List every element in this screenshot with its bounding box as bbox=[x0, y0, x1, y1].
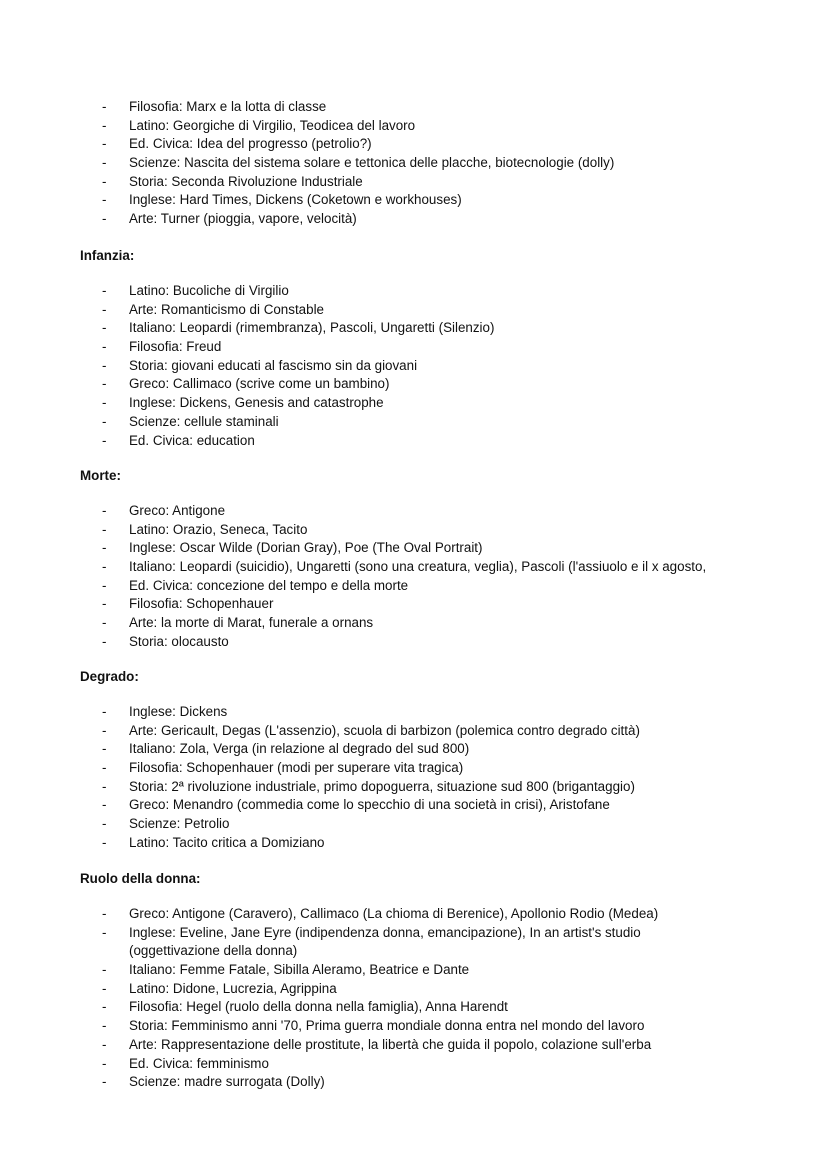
list-item-text: Greco: Antigone bbox=[129, 503, 226, 518]
bullet-dash: - bbox=[102, 559, 107, 575]
bullet-dash: - bbox=[102, 395, 107, 411]
list-item-text: Scienze: Nascita del sistema solare e tettonica delle placche, biotecnologie (dolly) bbox=[129, 155, 615, 171]
bullet-dash: - bbox=[102, 999, 107, 1015]
section-heading-degrado: Degrado: bbox=[80, 669, 139, 684]
bullet-dash: - bbox=[102, 339, 107, 355]
list-item-text: Storia: giovani educati al fascismo sin da giovani bbox=[129, 357, 418, 373]
bullet-dash: - bbox=[102, 834, 107, 850]
list-item-text: Latino: Tacito critica a Domiziano bbox=[129, 834, 325, 850]
bullet-dash: - bbox=[102, 320, 107, 336]
list-item-text: Greco: Antigone (Caravero), Callimaco (La chioma di Berenice), Apollonio Rodio (Medea) bbox=[129, 906, 659, 921]
bullet-dash: - bbox=[102, 615, 107, 631]
bullet-dash: - bbox=[102, 778, 107, 794]
bullet-dash: - bbox=[102, 117, 107, 133]
bullet-dash: - bbox=[102, 503, 107, 518]
bullet-dash: - bbox=[102, 722, 107, 738]
list-item-text: Filosofia: Schopenhauer bbox=[129, 596, 274, 612]
bullet-dash: - bbox=[102, 797, 107, 813]
list-item-text: Scienze: Petrolio bbox=[129, 816, 230, 832]
bullet-dash: - bbox=[102, 962, 107, 978]
list-item-text: Italiano: Femme Fatale, Sibilla Aleramo, Beatrice e Dante bbox=[129, 962, 470, 978]
bullet-dash: - bbox=[102, 413, 107, 429]
bullet-dash: - bbox=[102, 136, 107, 152]
list-item-text: Arte: Rappresentazione delle prostitute, la libertà che guida il popolo, colazione sull'erba bbox=[129, 1036, 652, 1052]
list-item-text: Filosofia: Schopenhauer (modi per superare vita tragica) bbox=[129, 760, 464, 776]
list-item-text: Arte: la morte di Marat, funerale a ornans bbox=[129, 615, 374, 631]
section-heading-ruolo-della-donna: Ruolo della donna: bbox=[80, 871, 201, 886]
bullet-dash: - bbox=[102, 741, 107, 757]
bullet-dash: - bbox=[102, 521, 107, 537]
bullet-dash: - bbox=[102, 1055, 107, 1071]
list-item-text: Latino: Orazio, Seneca, Tacito bbox=[129, 521, 308, 537]
list-item-text: Storia: 2ª rivoluzione industriale, primo dopoguerra, situazione sud 800 (brigantaggio) bbox=[129, 778, 635, 794]
list-item-text: Filosofia: Hegel (ruolo della donna nella famiglia), Anna Harendt bbox=[129, 999, 508, 1015]
bullet-dash: - bbox=[102, 301, 107, 317]
bullet-dash: - bbox=[102, 980, 107, 996]
bullet-dash: - bbox=[102, 192, 107, 208]
list-item-text: Latino: Didone, Lucrezia, Agrippina bbox=[129, 980, 337, 996]
bullet-dash: - bbox=[102, 376, 107, 392]
bullet-dash: - bbox=[102, 540, 107, 556]
bullet-dash: - bbox=[102, 704, 107, 719]
bullet-dash: - bbox=[102, 357, 107, 373]
bullet-dash: - bbox=[102, 1074, 107, 1090]
list-item-text: Greco: Menandro (commedia come lo specchio di una società in crisi), Aristofane bbox=[129, 797, 610, 813]
list-item-text: Ed. Civica: femminismo bbox=[129, 1055, 269, 1071]
bullet-dash: - bbox=[102, 760, 107, 776]
list-item-text: Inglese: Hard Times, Dickens (Coketown e workhouses) bbox=[129, 192, 462, 208]
list-item-text: Storia: Seconda Rivoluzione Industriale bbox=[129, 173, 363, 189]
bullet-dash: - bbox=[102, 1036, 107, 1052]
bullet-dash: - bbox=[102, 596, 107, 612]
list-item-text: Inglese: Dickens bbox=[129, 704, 228, 719]
list-item-text: Ed. Civica: education bbox=[129, 432, 255, 448]
bullet-dash: - bbox=[102, 155, 107, 171]
list-item-text: Scienze: madre surrogata (Dolly) bbox=[129, 1074, 325, 1090]
list-item-text: Filosofia: Marx e la lotta di classe bbox=[129, 99, 327, 114]
bullet-dash: - bbox=[102, 924, 107, 940]
section-heading-morte: Morte: bbox=[80, 468, 121, 483]
bullet-dash: - bbox=[102, 633, 107, 649]
list-item-text: Arte: Turner (pioggia, vapore, velocità) bbox=[129, 211, 357, 227]
list-item-text: Latino: Georgiche di Virgilio, Teodicea del lavoro bbox=[129, 117, 416, 133]
list-item-text: Inglese: Eveline, Jane Eyre (indipendenza donna, emancipazione), In an artist's studio (oggettivazione della donna) bbox=[129, 924, 641, 959]
list-item-text: Italiano: Leopardi (rimembranza), Pascoli, Ungaretti (Silenzio) bbox=[129, 320, 495, 336]
list-item-text: Latino: Bucoliche di Virgilio bbox=[129, 283, 289, 298]
list-item-text: Arte: Romanticismo di Constable bbox=[129, 301, 324, 317]
bullet-dash: - bbox=[102, 906, 107, 921]
list-item-text: Arte: Gericault, Degas (L'assenzio), scuola di barbizon (polemica contro degrado città) bbox=[129, 722, 640, 738]
bullet-dash: - bbox=[102, 432, 107, 448]
bullet-dash: - bbox=[102, 577, 107, 593]
list-item-text: Inglese: Oscar Wilde (Dorian Gray), Poe (The Oval Portrait) bbox=[129, 540, 483, 556]
section-heading-infanzia: Infanzia: bbox=[80, 248, 135, 263]
bullet-dash: - bbox=[102, 1018, 107, 1034]
list-item-text: Storia: Femminismo anni '70, Prima guerra mondiale donna entra nel mondo del lavoro bbox=[129, 1018, 645, 1034]
bullet-dash: - bbox=[102, 211, 107, 227]
list-item-text: Italiano: Zola, Verga (in relazione al degrado del sud 800) bbox=[129, 741, 470, 757]
list-item-text: Italiano: Leopardi (suicidio), Ungaretti (sono una creatura, veglia), Pascoli (l'assiuolo e il x agosto, bbox=[129, 559, 707, 575]
list-item-text: Ed. Civica: Idea del progresso (petrolio?) bbox=[129, 136, 372, 152]
bullet-dash: - bbox=[102, 99, 107, 114]
list-item-text: Greco: Callimaco (scrive come un bambino) bbox=[129, 376, 390, 392]
bullet-dash: - bbox=[102, 816, 107, 832]
list-item-text: Scienze: cellule staminali bbox=[129, 413, 279, 429]
bullet-dash: - bbox=[102, 173, 107, 189]
bullet-dash: - bbox=[102, 283, 107, 298]
list-item-text: Ed. Civica: concezione del tempo e della morte bbox=[129, 577, 409, 593]
list-item-text: Filosofia: Freud bbox=[129, 339, 222, 355]
list-item-text: Storia: olocausto bbox=[129, 633, 229, 649]
list-item-text: Inglese: Dickens, Genesis and catastrophe bbox=[129, 395, 384, 411]
